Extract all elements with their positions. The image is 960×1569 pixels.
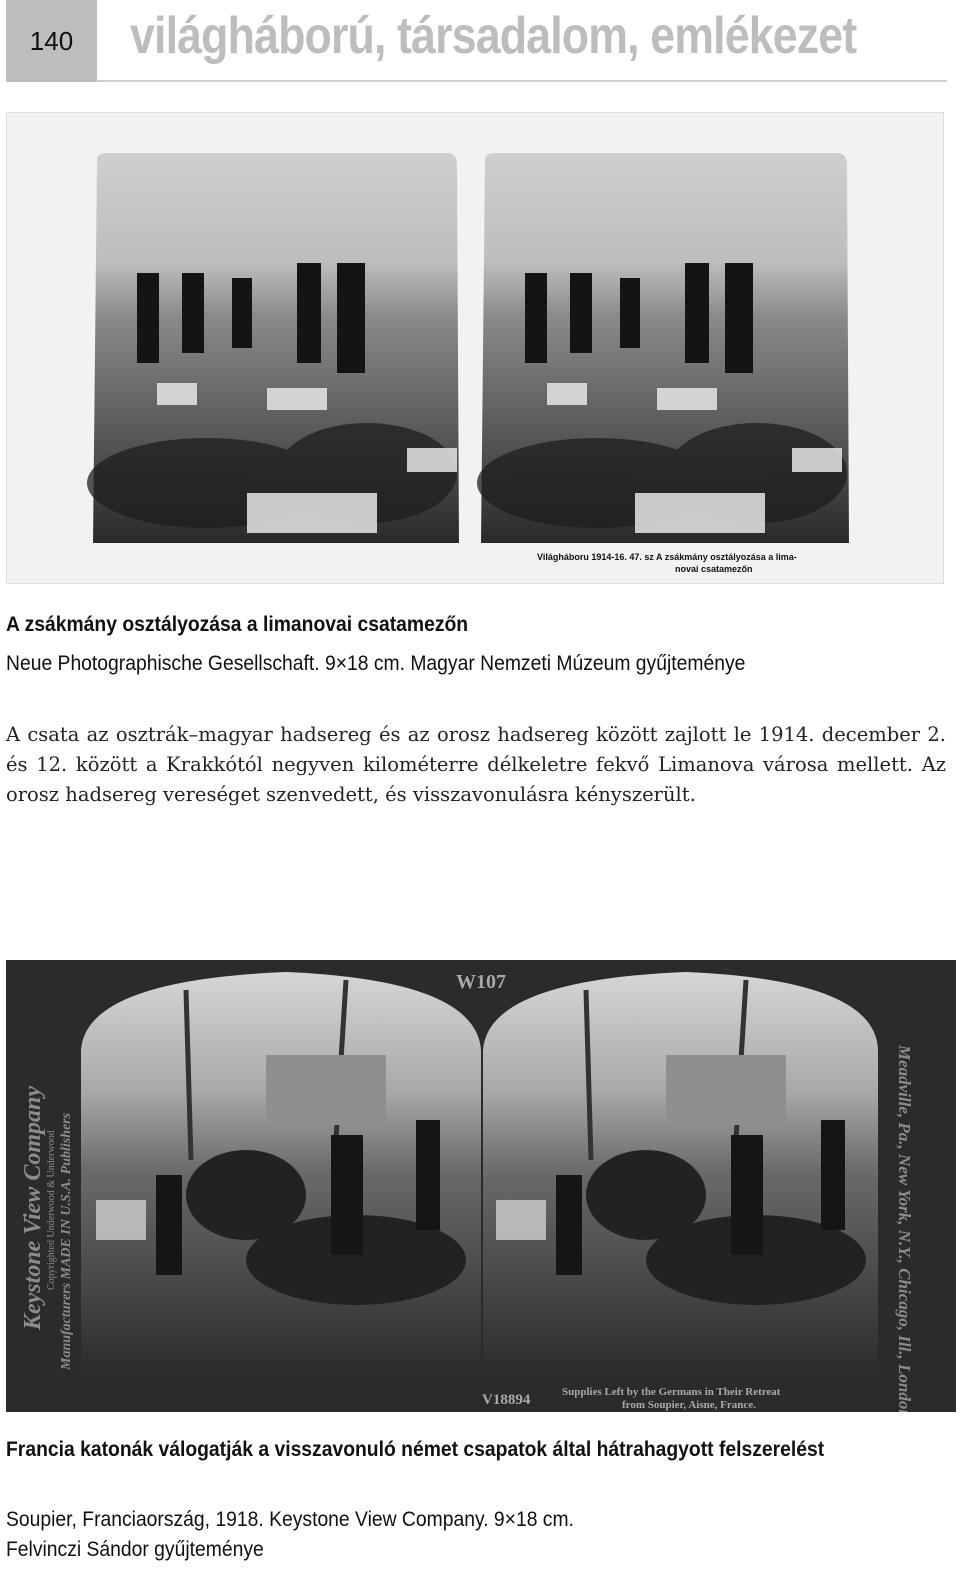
stereograph-card-1	[6, 112, 944, 584]
card-caption-1-line2: novai csatamezőn	[675, 564, 753, 574]
card-caption-1-line1: Világháboru 1914-16. 47. sz A zsákmány osztályozása a lima-	[537, 552, 797, 562]
figure-2-title: Francia katonák válogatják a visszavonuló német csapatok által hátrahagyott felszerelést	[6, 1438, 825, 1461]
figure-1-meta: Neue Photographische Gesellschaft. 9×18 cm. Magyar Nemzeti Múzeum gyűjteménye	[6, 652, 746, 675]
card-caption-2-line1: Supplies Left by the Germans in Their Retreat	[562, 1386, 781, 1398]
running-head: világháború, társadalom, emlékezet	[130, 7, 857, 65]
stereograph-image-1	[7, 113, 943, 583]
stereograph-card-2	[6, 960, 956, 1412]
card-caption-2-line2: from Soupier, Aisne, France.	[622, 1399, 756, 1411]
body-paragraph: A csata az osztrák–magyar hadsereg és az orosz hadsereg között zajlott le 1914. december 2. és 12. között a Krakkótól negyven kilométerre délkeletre fekvő Limanova városa mellett. Az orosz hadsereg vereséget szenvedett, és visszavonulásra kényszerült.	[6, 723, 946, 806]
card-number-top: W107	[456, 971, 506, 993]
figure-1-title: A zsákmány osztályozása a limanovai csatamezőn	[6, 613, 469, 636]
publisher-left-3: Manufacturers MADE IN U.S.A. Publishers	[59, 1112, 74, 1370]
figure-2-meta-line1: Soupier, Franciaország, 1918. Keystone View Company. 9×18 cm.	[6, 1508, 574, 1531]
figure-2-meta-line2: Felvinczi Sándor gyűjteménye	[6, 1538, 264, 1561]
header-rule	[97, 80, 947, 82]
card-number-bottom: V18894	[482, 1392, 531, 1408]
page-number-text: 140	[29, 25, 74, 56]
stereograph-image-2	[6, 960, 956, 1412]
publisher-left-2: Copyrighted Underwood & Underwood	[46, 1130, 57, 1290]
publisher-right: Meadville, Pa., New York, N.Y., Chicago, Ill., London, England.	[895, 1045, 914, 1412]
page-number	[6, 0, 97, 82]
publisher-left-1: Keystone View Company	[20, 1085, 46, 1330]
